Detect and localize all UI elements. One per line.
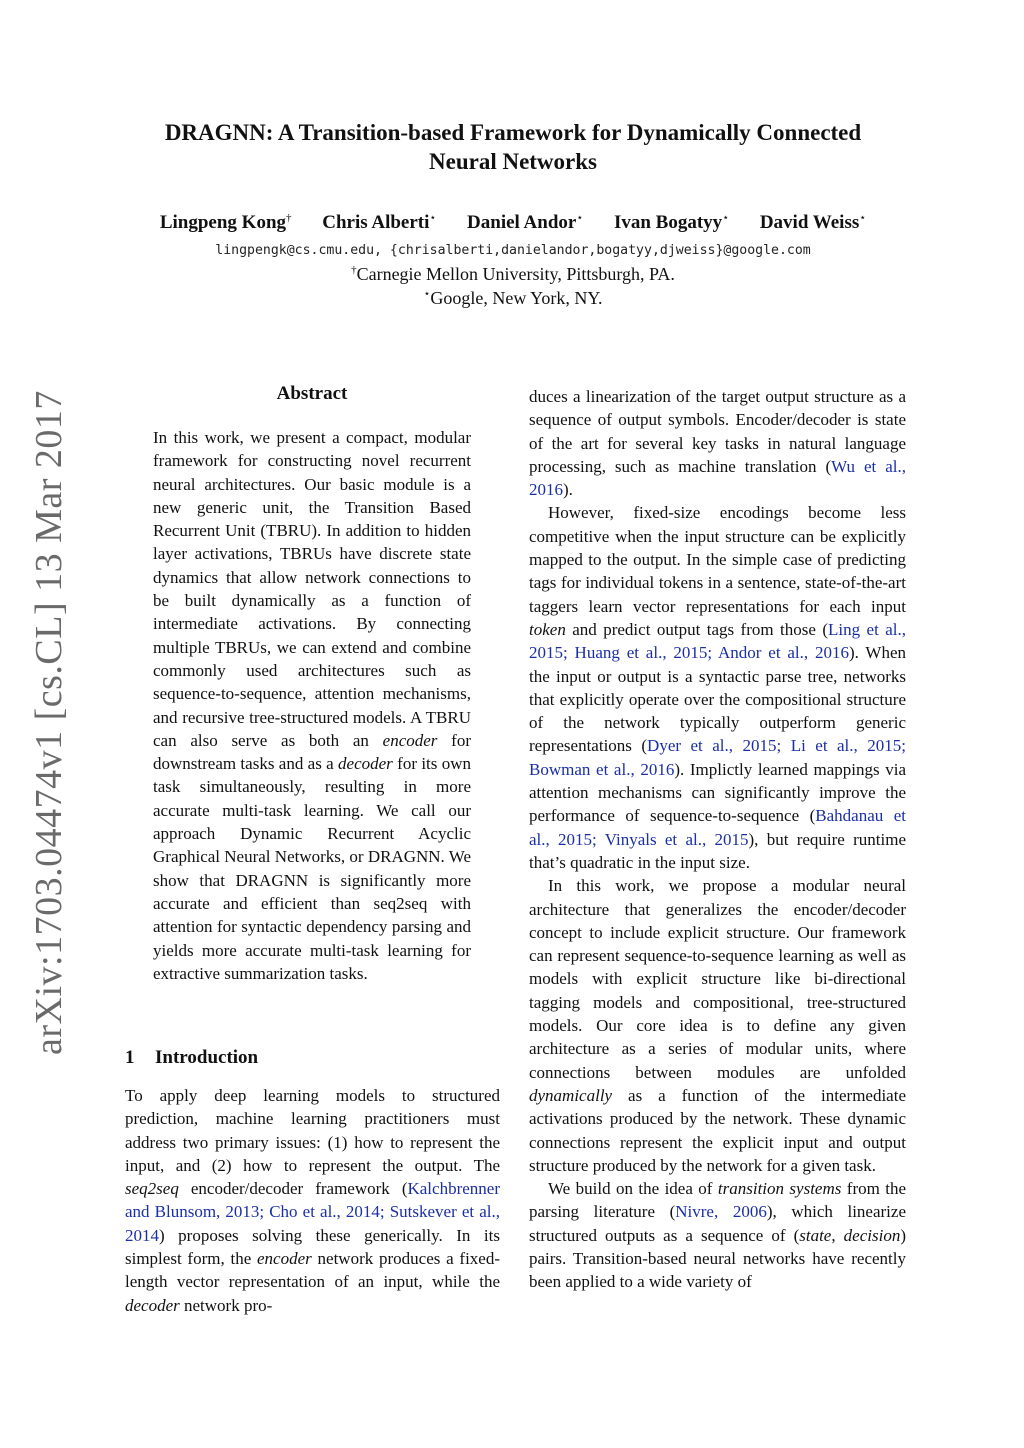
text-run: In this work, we present a compact, modular framework for constructing novel recurrent neural architectures. Our basic module is a new generic unit, the Transition Based Recurrent Unit (TBRU). In addition to hidden layer activations, TBRUs have discrete state dynamics that allow network connections to be built dynamically as a function of intermediate activations. By connecting multiple TBRUs, we can extend and combine commonly used architectures such as sequence-to-sequence, attention mechanisms, and recursive tree-structured models. A TBRU can also serve as both an bbox=[153, 428, 471, 750]
citation-link[interactable]: Ling et al., 2015; Huang et al., 2015; Andor et al., 2016 bbox=[529, 619, 906, 663]
intro-paragraph bbox=[125, 1084, 500, 1317]
author: Chris Alberti⋆ bbox=[322, 212, 437, 233]
text-run: , bbox=[831, 1225, 844, 1245]
text-run: In this work, we propose a modular neural architecture that generalizes the encoder/decoder concept to include explicit structure. Our framework can represent sequence-to-sequence learning as well as models with explicit structure like bi-directional tagging models and compositional, tree-structured models. Our core idea is to define any given architecture as a series of modular units, where connections between modules are unfolded bbox=[529, 876, 906, 1082]
citation-link[interactable]: Nivre, 2006 bbox=[675, 1202, 767, 1222]
affiliation-cmu: †Carnegie Mellon University, Pittsburgh, PA. bbox=[351, 264, 675, 284]
intro-paragraph bbox=[529, 501, 906, 874]
paper-title bbox=[100, 118, 926, 176]
text-run: ), but require runtime that’s quadratic in the input size. bbox=[529, 829, 906, 872]
text-run: network pro- bbox=[179, 1295, 273, 1315]
text-run: for downstream tasks and as a bbox=[153, 730, 471, 774]
text-run: duces a linearization of the target output structure as a sequence of output symbols. Encoder/decoder is state of the art for several key tasks in natural language processing, such as machine translation ( bbox=[529, 387, 906, 476]
text-run: for its own task simultaneously, resulting in more accurate multi-task learning. We call our approach Dynamic Recurrent Acyclic Graphical Neural Networks, or DRAGNN. We show that DRAGNN is significantly more accurate and efficient than seq2seq with attention for syntactic dependency parsing and yields more accurate multi-task learning for extractive summarization tasks. bbox=[153, 754, 471, 983]
text-run: To apply deep learning models to structured prediction, machine learning practitioners must address two primary issues: (1) how to represent the input, and (2) how to represent the output. The bbox=[125, 1086, 500, 1175]
title-line-1: DRAGNN: A Transition-based Framework for Dynamically Connected bbox=[164, 120, 862, 145]
text-run: from the parsing literature ( bbox=[529, 1179, 907, 1222]
italic-text: encoder bbox=[382, 730, 438, 750]
italic-text: transition systems bbox=[717, 1179, 842, 1199]
section-heading-introduction: 1 Introduction bbox=[125, 1047, 259, 1068]
text-run: ). Implictly learned mappings via attention mechanisms can significantly improve the performance of sequence-to-sequence ( bbox=[529, 759, 906, 826]
text-run: However, fixed-size encodings become less competitive when the input structure can be explicitly mapped to the output. In the simple case of predicting tags for individual tokens in a sentence, state-of-the-art taggers learn vector representations for each input bbox=[529, 503, 906, 616]
text-run: ). When the input or output is a syntactic parse tree, networks that explicitly operate over the compositional structure of the network typically outperform generic representations ( bbox=[529, 643, 906, 756]
abstract-text bbox=[153, 426, 471, 985]
italic-text: decoder bbox=[125, 1295, 180, 1315]
author-emails: lingpengk@cs.cmu.edu, {chrisalberti,danielandor,bogatyy,djweiss}@google.com bbox=[215, 243, 811, 258]
text-run: ), which linearize structured outputs as a sequence of ( bbox=[529, 1202, 906, 1245]
text-run: and predict output tags from those ( bbox=[565, 619, 828, 639]
intro-right-column bbox=[529, 385, 906, 1294]
abstract-heading: Abstract bbox=[276, 383, 348, 404]
italic-text: token bbox=[529, 619, 566, 639]
text-run: ). bbox=[563, 480, 573, 500]
italic-text: dynamically bbox=[529, 1085, 613, 1105]
abstract-paragraph bbox=[153, 426, 471, 985]
title-line-2: Neural Networks bbox=[429, 149, 597, 174]
text-run: We build on the idea of bbox=[548, 1179, 718, 1199]
author: Daniel Andor⋆ bbox=[467, 212, 584, 233]
italic-text: seq2seq bbox=[125, 1179, 179, 1199]
citation-link[interactable]: Dyer et al., 2015; Li et al., 2015; Bowman et al., 2016 bbox=[529, 736, 906, 779]
author: David Weiss⋆ bbox=[759, 212, 867, 233]
author: Lingpeng Kong† bbox=[159, 212, 292, 233]
italic-text: decoder bbox=[338, 754, 393, 774]
text-run: network produces a fixed-length vector representation of an input, while the bbox=[125, 1249, 500, 1292]
author-list bbox=[100, 212, 926, 234]
italic-text: encoder bbox=[257, 1249, 312, 1269]
italic-text: decision bbox=[843, 1225, 901, 1245]
affiliation-google: ⋆Google, New York, NY. bbox=[423, 288, 603, 308]
citation-link[interactable]: Kalchbrenner and Blunsom, 2013; Cho et al., 2014; Sutskever et al., 2014 bbox=[125, 1179, 500, 1245]
text-run: as a function of the intermediate activations produced by the network. These dynamic connections represent the explicit input and output structure produced by the network for a given task. bbox=[529, 1085, 906, 1175]
text-run: encoder/decoder framework ( bbox=[178, 1179, 408, 1199]
intro-paragraph bbox=[529, 1177, 906, 1293]
intro-paragraph bbox=[529, 874, 906, 1177]
intro-left-column bbox=[125, 1084, 500, 1317]
author: Ivan Bogatyy⋆ bbox=[613, 212, 730, 233]
citation-link[interactable]: Wu et al., 2016 bbox=[529, 456, 906, 500]
text-run: ) proposes solving these generically. In its simplest form, the bbox=[125, 1225, 500, 1269]
intro-paragraph bbox=[529, 385, 906, 501]
italic-text: state bbox=[799, 1225, 832, 1245]
arxiv-stamp: arXiv:1703.04474v1 [cs.CL] 13 Mar 2017 bbox=[28, 390, 70, 1055]
text-run: ) pairs. Transition-based neural networks have recently been applied to a wide variety of bbox=[529, 1225, 906, 1292]
citation-link[interactable]: Bahdanau et al., 2015; Vinyals et al., 2015 bbox=[529, 806, 906, 849]
